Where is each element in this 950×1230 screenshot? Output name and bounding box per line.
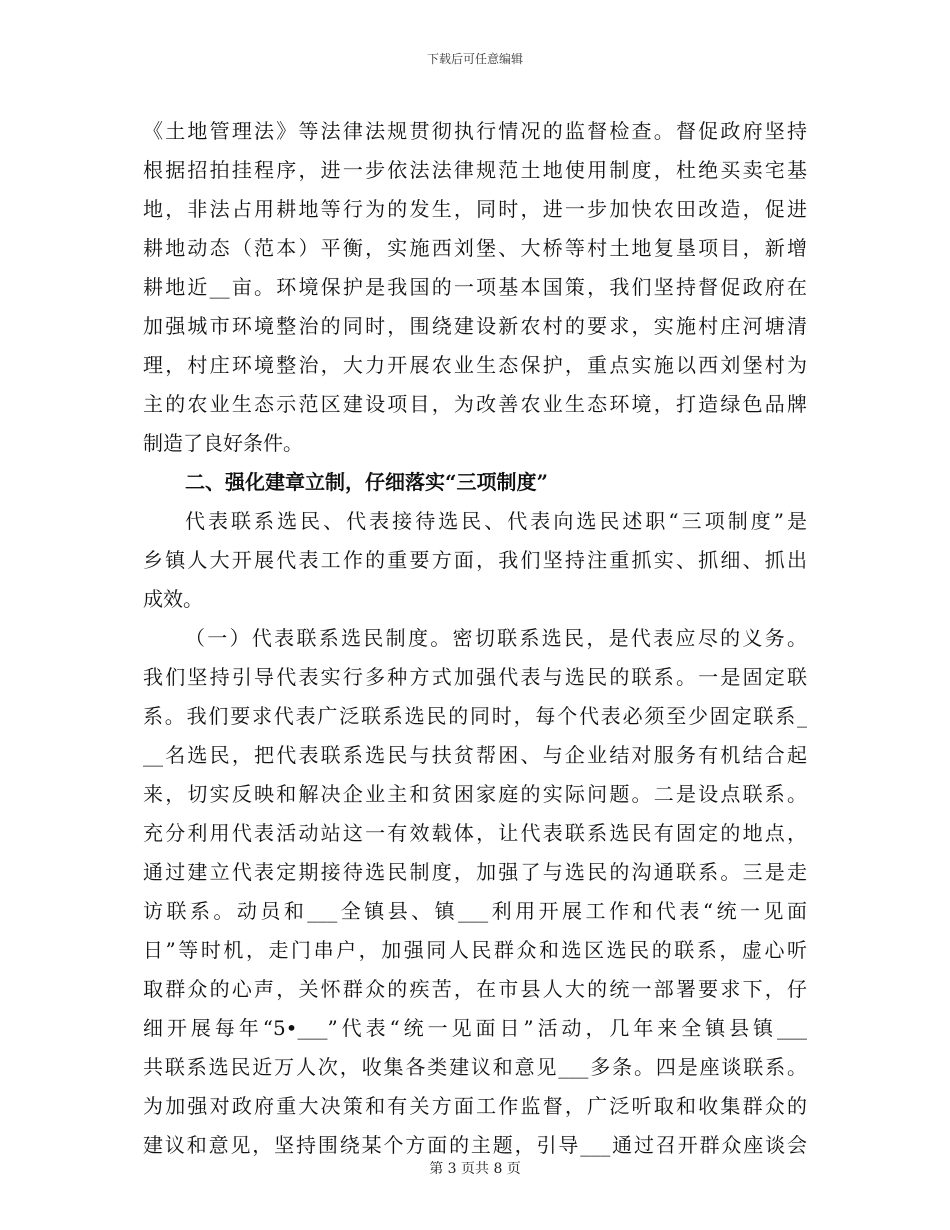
text-line: 细开展每年“5•___”代表“统一见面日”活动，几年来全镇县镇___ xyxy=(143,1016,807,1040)
text-line: 取群众的心声，关怀群众的疾苦，在市县人大的统一部署要求下，仔 xyxy=(143,977,807,1001)
page-header-note: 下载后可任意编辑 xyxy=(426,52,523,66)
subsection-line: （一）代表联系选民制度。密切联系选民，是代表应尽的义务。 xyxy=(185,626,807,650)
text-line: 乡镇人大开展代表工作的重要方面，我们坚持注重抓实、抓细、抓出 xyxy=(143,548,807,572)
text-line: 根据招拍挂程序，进一步依法法律规范土地使用制度，杜绝买卖宅基 xyxy=(143,158,807,182)
text-line: 代表联系选民、代表接待选民、代表向选民述职“三项制度”是 xyxy=(185,509,807,533)
text-line: 耕地近__亩。环境保护是我国的一项基本国策，我们坚持督促政府在 xyxy=(143,275,807,299)
text-line: 我们坚持引导代表实行多种方式加强代表与选民的联系。一是固定联 xyxy=(143,665,807,689)
text-line: 建议和意见，坚持围绕某个方面的主题，引导___通过召开群众座谈会 xyxy=(143,1133,807,1157)
text-line: 主的农业生态示范区建设项目，为改善农业生态环境，打造绿色品牌 xyxy=(143,392,807,416)
text-line: 通过建立代表定期接待选民制度，加强了与选民的沟通联系。三是走 xyxy=(143,860,807,884)
section-heading: 二、强化建章立制，仔细落实“三项制度” xyxy=(185,470,549,494)
text-line: 访联系。动员和___全镇县、镇___利用开展工作和代表“统一见面 xyxy=(143,899,807,923)
text-line: 《土地管理法》等法律法规贯彻执行情况的监督检查。督促政府坚持 xyxy=(143,119,807,143)
text-line: 共联系选民近万人次，收集各类建议和意见___多条。四是座谈联系。 xyxy=(143,1055,807,1079)
text-line: 系。我们要求代表广泛联系选民的同时，每个代表必须至少固定联系_ xyxy=(143,704,807,728)
text-line: __名选民，把代表联系选民与扶贫帮困、与企业结对服务有机结合起 xyxy=(143,743,807,767)
text-line: 加强城市环境整治的同时，围绕建设新农村的要求，实施村庄河塘清 xyxy=(143,314,807,338)
text-line: 理，村庄环境整治，大力开展农业生态保护，重点实施以西刘堡村为 xyxy=(143,353,807,377)
text-line: 为加强对政府重大决策和有关方面工作监督，广泛听取和收集群众的 xyxy=(143,1094,807,1118)
page-number-footer: 第 3 页共 8 页 xyxy=(429,1161,521,1177)
document-body xyxy=(143,112,807,1165)
text-line: 耕地动态（范本）平衡，实施西刘堡、大桥等村土地复垦项目，新增 xyxy=(143,236,807,260)
text-line: 制造了良好条件。 xyxy=(143,431,303,455)
text-line: 成效。 xyxy=(143,587,203,611)
text-line: 充分利用代表活动站这一有效载体，让代表联系选民有固定的地点， xyxy=(143,821,807,845)
text-line: 日”等时机，走门串户，加强同人民群众和选区选民的联系，虚心听 xyxy=(143,938,807,962)
text-line: 地，非法占用耕地等行为的发生，同时，进一步加快农田改造，促进 xyxy=(143,197,807,221)
text-line: 来，切实反映和解决企业主和贫困家庭的实际问题。二是设点联系。 xyxy=(143,782,807,806)
